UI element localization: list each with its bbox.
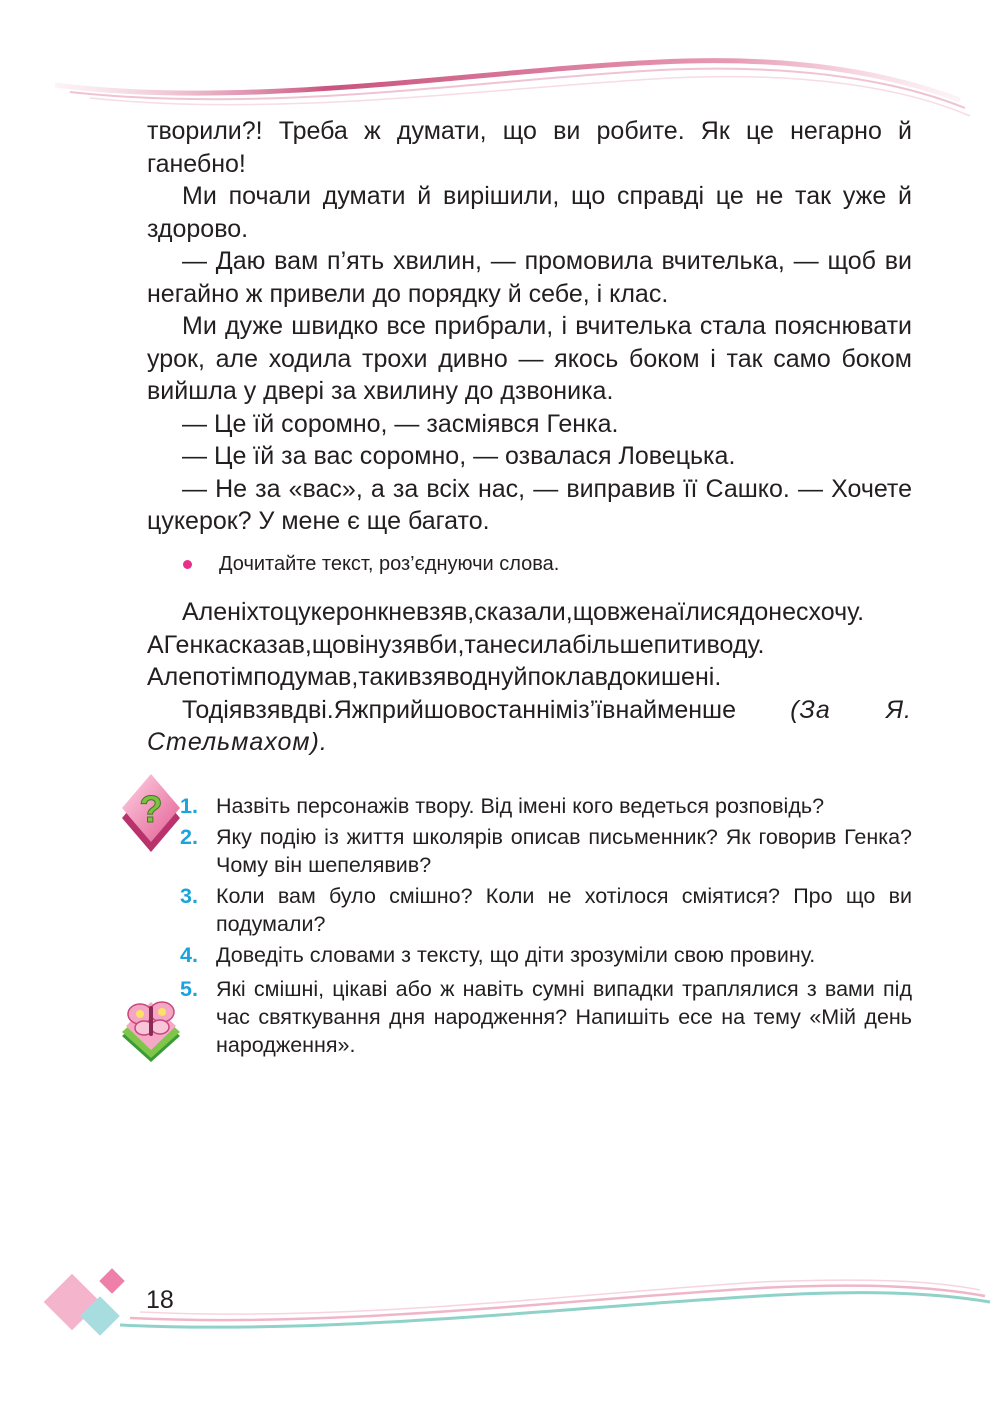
merged-words-text <box>147 596 912 759</box>
merged-paragraph-last <box>147 694 912 759</box>
bullet-icon <box>183 560 192 569</box>
question-text: Назвіть персонажів твору. Від імені кого ведеться розповідь? <box>216 794 825 818</box>
story-text <box>147 115 912 538</box>
question-item <box>180 941 912 969</box>
story-paragraph: творили?! Треба ж думати, що ви робите. Як це негарно й ганебно! <box>147 117 912 178</box>
question-number: 2. <box>180 825 198 849</box>
question-text: Які смішні, цікаві або ж навіть сумні випадки траплялися з вами під час святкування дня народження? Напишіть есе на тему «Мій день народження». <box>216 977 912 1057</box>
merged-paragraph: Аленіхтоцукеронкневзяв,сказали,щовженаїлисядонесхочу. АГенкасказав,щовінузявби,танесилабільшепитиводу. Алепотімподумав,такивзяводнуйпоклавдокишені. <box>147 598 865 691</box>
question-text: Доведіть словами з тексту, що діти зрозуміли свою провину. <box>216 943 816 967</box>
question-number: 1. <box>180 794 198 818</box>
story-paragraph: Ми дуже швидко все прибрали, і вчителька стала пояснювати урок, але ходила трохи дивно — якось боком і так само боком вийшла у двері за хвилину до дзвоника. <box>147 312 912 405</box>
task-text: Дочитайте текст, роз’єднуючи слова. <box>219 553 560 575</box>
merged-paragraph-text: Тодіявзявдві.Яжприйшовостанніміз’ївнайменше <box>182 695 736 724</box>
question-text: Коли вам було смішно? Коли не хотілося сміятися? Про що ви подумали? <box>216 884 912 936</box>
question-number: 5. <box>180 977 198 1001</box>
question-item <box>180 792 912 820</box>
question-number: 3. <box>180 884 198 908</box>
question-item <box>180 882 912 938</box>
story-paragraph: — Це їй соромно, — засміявся Генка. <box>182 409 619 438</box>
story-paragraph: — Це їй за вас соромно, — озвалася Ловецька. <box>182 442 736 470</box>
question-number: 4. <box>180 943 198 967</box>
svg-text:?: ? <box>139 789 163 831</box>
question-item <box>180 823 912 879</box>
question-text: Яку подію із життя школярів описав письменник? Як говорив Генка? Чому він шепелявив? <box>216 825 912 877</box>
butterfly-icon <box>118 992 184 1064</box>
question-item <box>180 975 912 1059</box>
question-mark-icon <box>118 770 184 862</box>
questions-list <box>180 792 912 1062</box>
story-paragraph: — Не за «вас», а за всіх нас, — виправив її Сашко. — Хочете цукерок? У мене є ще багато. <box>147 474 912 535</box>
story-paragraph: Ми почали думати й вирішили, що справді це не так уже й здорово. <box>147 182 912 243</box>
author-attribution: (За Я. Стельмахом). <box>147 695 912 756</box>
story-paragraph: — Даю вам п’ять хвилин, — промовила вчителька, — щоб ви негайно ж привели до порядку й себе, і клас. <box>147 247 912 308</box>
page-number: 18 <box>146 1286 174 1314</box>
